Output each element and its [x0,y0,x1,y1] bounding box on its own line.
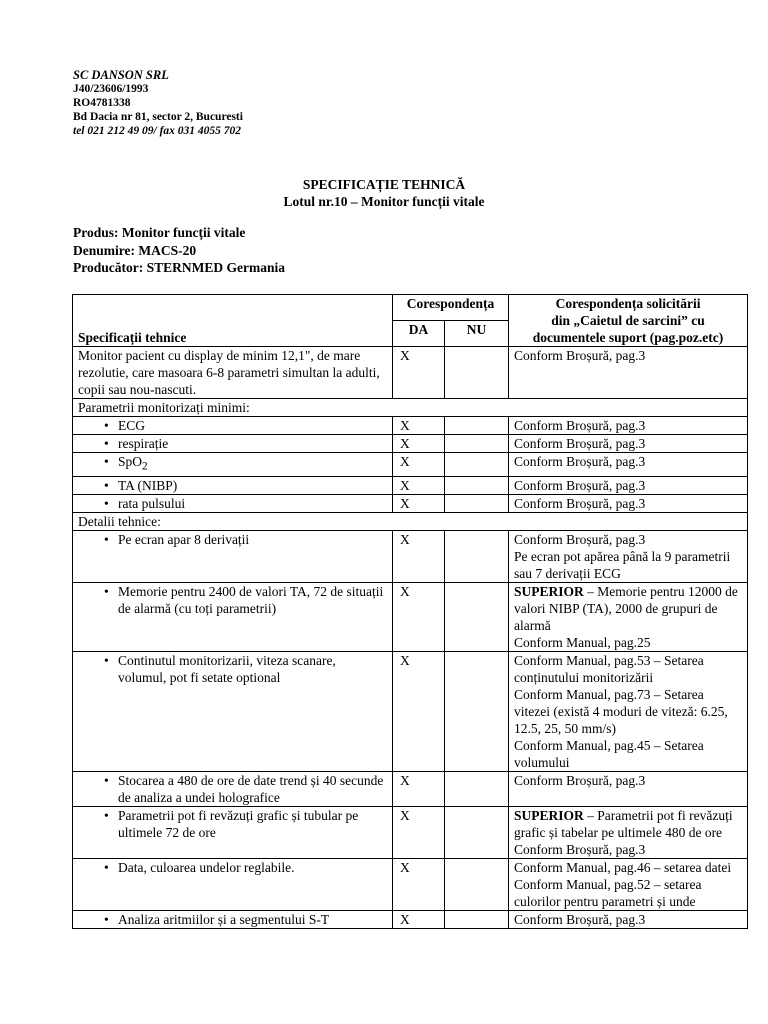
spec-cell: • ECG [73,417,393,435]
bullet: • [104,859,109,875]
ref-cell: Conform Manual, pag.46 – setarea datei Conform Manual, pag.52 – setarea culorilor pentru parametri și unde [509,858,748,910]
product-name: Produs: Monitor funcții vitale [73,225,246,240]
spec-cell: • rata pulsului [73,494,393,512]
da-cell: X [393,910,445,928]
subscript: 2 [142,460,148,473]
bullet: • [104,418,109,433]
spec-cell: • Memorie pentru 2400 de valori TA, 72 de situații de alarmă (cu toți parametrii) [73,582,393,651]
section-title-params: Parametrii monitorizați minimi: [73,399,748,417]
spec-cell: • Continutul monitorizarii, viteza scanare, volumul, pot fi setate optional [73,651,393,771]
da-cell: X [393,806,445,858]
spec-cell: • Stocarea a 480 de ore de date trend și 40 secunde de analiza a undei holografice [73,771,393,806]
superior-label: SUPERIOR [514,583,584,599]
spec-cell: • Data, culoarea undelor reglabile. [73,858,393,910]
ref-cell: Conform Broșură, pag.3 [509,771,748,806]
bullet: • [104,436,109,451]
table-row [73,417,748,435]
ref-cell: Conform Broșură, pag.3 [509,494,748,512]
bullet: • [104,911,109,927]
spec-cell: Monitor pacient cu display de minim 12,1", de mare rezolutie, care masoara 6-8 parametri simultan la adulti, copii sau nou-nascuti. [73,347,393,399]
nu-cell [445,910,509,928]
table-row [73,347,748,399]
nu-cell [445,435,509,453]
bullet: • [104,454,109,469]
da-cell: X [393,347,445,399]
nu-cell [445,651,509,771]
ref-cell: Conform Manual, pag.53 – Setarea conținutului monitorizării Conform Manual, pag.73 – Setarea vitezei (există 4 moduri de viteză: 6.25, 12.5, 25, 50 mm/s) Conform Manual, pag.45 – Setarea volumului [509,651,748,771]
table-row [73,530,748,582]
nu-cell [445,476,509,494]
nu-cell [445,453,509,477]
section-title-details: Detalii tehnice: [73,512,748,530]
document-title [0,176,768,210]
table-row [73,453,748,477]
table-row [73,771,748,806]
table-row [73,494,748,512]
product-model: Denumire: MACS-20 [73,242,197,258]
company-registration: J40/23606/1993 [73,83,149,95]
da-cell: X [393,476,445,494]
company-fiscal-code: RO4781338 [73,97,131,109]
company-address: Bd Dacia nr 81, sector 2, Bucuresti [73,111,243,123]
spec-table [72,294,748,929]
header-da: DA [393,321,445,347]
da-cell: X [393,435,445,453]
section-row [73,399,748,417]
da-cell: X [393,494,445,512]
title-line-2: Lotul nr.10 – Monitor funcții vitale [283,194,485,209]
section-row [73,512,748,530]
table-row [73,582,748,651]
ref-cell: SUPERIOR – Parametrii pot fi revăzuți grafic și tabelar pe ultimele 480 de ore Conform Broșură, pag.3 [509,806,748,858]
company-name: SC DANSON SRL [73,68,169,82]
product-manufacturer: Producător: STERNMED Germania [73,260,285,275]
bullet: • [104,583,109,599]
nu-cell [445,806,509,858]
ref-cell: Conform Broșură, pag.3 [509,453,748,477]
spec-cell: • Pe ecran apar 8 derivații [73,530,393,582]
nu-cell [445,417,509,435]
nu-cell [445,858,509,910]
bullet: • [104,772,109,788]
ref-cell: Conform Broșură, pag.3 [509,476,748,494]
nu-cell [445,582,509,651]
table-header-row [73,295,748,321]
da-cell: X [393,858,445,910]
ref-cell: Conform Broșură, pag.3 [509,417,748,435]
spec-cell: • respirație [73,435,393,453]
table-row [73,651,748,771]
spec-cell: • Analiza aritmiilor și a segmentului S-T [73,910,393,928]
table-row [73,806,748,858]
spec-cell: • TA (NIBP) [73,476,393,494]
header-spec: Specificații tehnice [73,295,393,347]
table-row [73,476,748,494]
ref-cell: Conform Broșură, pag.3 [509,347,748,399]
ref-cell: SUPERIOR – Memorie pentru 12000 de valori NIBP (TA), 2000 de grupuri de alarmă Conform Manual, pag.25 [509,582,748,651]
company-header [73,68,243,138]
product-info [73,224,285,277]
company-contact: tel 021 212 49 09/ fax 031 4055 702 [73,125,242,137]
table-row [73,858,748,910]
header-correspondence: Corespondența [393,295,509,321]
bullet: • [104,652,109,668]
table-row [73,435,748,453]
bullet: • [104,495,109,511]
da-cell: X [393,453,445,477]
table-row [73,910,748,928]
spec-cell: • SpO$_2$ [73,453,393,477]
header-requirements: Corespondența solicitării din „Caietul de sarcini” cu documentele suport (pag.poz.etc) [509,295,748,347]
nu-cell [445,347,509,399]
title-line-1: SPECIFICAȚIE TEHNICĂ [302,177,466,192]
superior-label: SUPERIOR [514,807,584,823]
nu-cell [445,494,509,512]
da-cell: X [393,530,445,582]
da-cell: X [393,417,445,435]
da-cell: X [393,771,445,806]
bullet: • [104,807,109,823]
bullet: • [104,477,109,493]
nu-cell [445,530,509,582]
nu-cell [445,771,509,806]
bullet: • [104,531,109,547]
ref-cell: Conform Broșură, pag.3 [509,910,748,928]
ref-cell: Conform Broșură, pag.3 Pe ecran pot apărea până la 9 parametrii sau 7 derivații ECG [509,530,748,582]
spec-cell: • Parametrii pot fi revăzuți grafic și tubular pe ultimele 72 de ore [73,806,393,858]
da-cell: X [393,651,445,771]
header-nu: NU [445,321,509,347]
da-cell: X [393,582,445,651]
ref-cell: Conform Broșură, pag.3 [509,435,748,453]
